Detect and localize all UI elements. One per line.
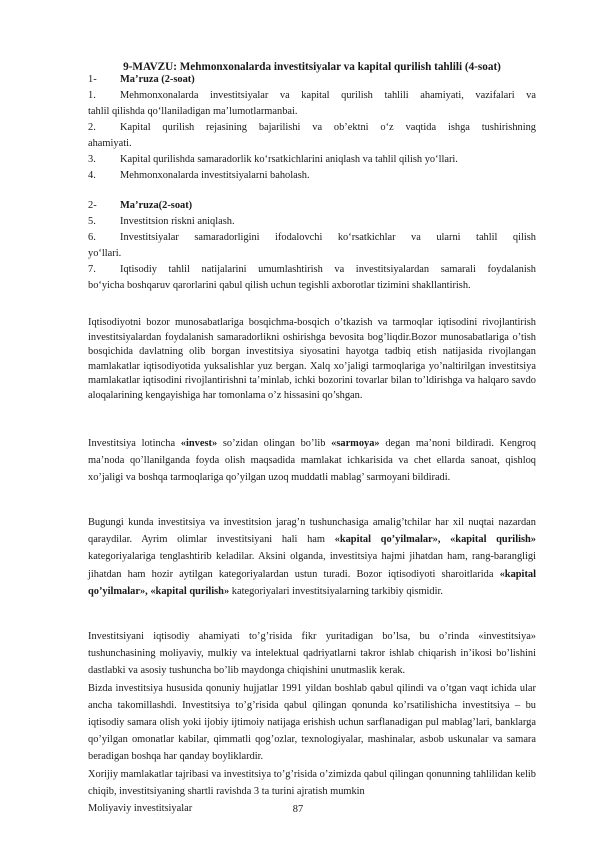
paragraph-text <box>88 435 536 487</box>
list-item <box>88 230 536 262</box>
term-kapital: «kapital qo’yilmalar», «kapital qurilish» <box>334 534 536 546</box>
paragraph-text: Xorijiy mamlakatlar tajribasi va investitsiya to’g’risida o’zimizda qabul qilingan qonunning tahlilidan kelib chiqib, investitsiyaning shartli ravishda 3 ta turini ajratish mumkin <box>88 768 536 797</box>
list-item-number: 5. <box>88 216 96 227</box>
body-paragraph-1 <box>88 316 536 404</box>
list-item <box>88 214 536 230</box>
paragraph-text: Investitsiyani iqtisodiy ahamiyati to’g’risida fikr yuritadigan bo’lsa, bu o’rinda «investitsiya» tushunchasining moliyaviy, mulkiy va intelektual qadriyatlarni takror ishlab chiqarish in’ikosi bo’lishini dastlabki va asosiy tushuncha bo’lib maydonga chiqishini unutmaslik kerak. <box>88 631 536 677</box>
lecture2-heading: Ma’ruza(2-soat) <box>120 200 193 211</box>
list-item <box>88 120 536 152</box>
body-paragraph-4 <box>88 628 536 817</box>
lecture2-number: 2- <box>88 200 97 211</box>
text-run: kategoriyalari investitsiyalarning tarkibiy qismidir. <box>229 585 444 597</box>
list-item <box>88 262 536 294</box>
list-item-number: 1. <box>88 90 96 101</box>
body-paragraph-3 <box>88 514 536 600</box>
lecture1-heading-row <box>88 72 536 88</box>
term-kapital: «kapital qo’yilmalar», «kapital qurilish» <box>88 568 536 597</box>
text-run: Investitsiya lotincha <box>88 438 181 449</box>
list-item-number: 7. <box>88 264 96 275</box>
list-item-continuation: bo‘yicha boshqaruv qarorlarini qabul qilish uchun tegishli axborotlar tizimini shakllantirish. <box>88 280 471 291</box>
list-item <box>88 168 536 184</box>
text-run: degan ma’noni bildiradi. Kengroq ma’noda qo’llanilganda foyda olish maqsadida mamlakat ichkarisida va chet ellarda sanoat, qishloq xo’jaligi va boshqa tarmoqlariga qo’yilgan uzoq muddatli mablag’ sarmoyani bildiradi. <box>88 438 537 484</box>
term-sarmoya: «sarmoya» <box>331 438 380 449</box>
list-item-number: 6. <box>88 232 96 243</box>
paragraph-text: Moliyaviy investitsiyalar <box>88 803 193 815</box>
page-title: 9-MAVZU: Mehmonxonalarda investitsiyalar va kapital qurilish tahlili (4-soat) <box>123 61 501 73</box>
list-item-continuation: yo‘llari. <box>88 248 122 259</box>
page-number: 87 <box>292 804 304 815</box>
text-run: so’zidan olingan bo’lib <box>217 438 332 449</box>
list-item-text: Mehmonxonalarda investitsiyalar va kapital qurilish tahlili ahamiyati, vazifalari va <box>120 90 536 101</box>
list-item <box>88 152 536 168</box>
paragraph-text: Bizda investitsiya hususida qonuniy hujjatlar 1991 yildan boshlab qabul qilindi va o’tgan vaqt ichida ular ancha takomillashdi. Investitsiya to’g’risida qabul qilingan qonunda ko’rsatilishicha investitsiya – bu iqtisodiy samara olish yoki ijobiy ijtimoiy natijaga erishish uchun sarflanadigan pul mablag’lari, banklarga qo’yilgan omonatlar kabilar, qimmatli qog’ozlar, texnologiyalar, mashinalar, asbob uskunalar va samara beradigan boshqa har qanday boyliklardir. <box>88 682 536 763</box>
list-item <box>88 88 536 120</box>
list-item-number: 4. <box>88 170 96 181</box>
lecture2-heading-row <box>88 198 536 214</box>
term-invest: «invest» <box>180 438 218 449</box>
list-item-text: Iqtisodiy tahlil natijalarini umumlashtirish va investitsiyalardan samarali foydalanish <box>120 264 536 275</box>
text-run: Bugungi kunda investitsiya va investitsion jarag’n tushunchasiga amalig’tchilar har xil nuqtai nazardan qaraydilar. Ayrim olimlar investitsiyani hali ham <box>88 517 536 546</box>
lecture1-number: 1- <box>88 74 97 85</box>
list-item-number: 2. <box>88 122 96 133</box>
list-item-number: 3. <box>88 154 96 165</box>
list-item-continuation: ahamiyati. <box>88 138 132 149</box>
list-item-text: Mehmonxonalarda investitsiyalarni baholash. <box>120 170 310 181</box>
text-run: kategoriyalariga tenglashtirib keladilar. Aksini olganda, investitsiya hajmi jihatdan ham, rang-barangligi jihatdan ham hozir aytilgan kategoriyalardan ustun turadi. Bozor iqtisodiyoti sharoitlarida <box>88 551 536 580</box>
paragraph-text <box>88 514 536 600</box>
list-item-text: Investitsion riskni aniqlash. <box>120 216 235 227</box>
body-paragraph-2 <box>88 435 536 487</box>
list-item-continuation: tahlil qilishda qo‘llaniladigan ma’lumotlarmanbai. <box>88 106 298 117</box>
list-item-text: Kapital qurilishda samaradorlik ko‘rsatkichlarini aniqlash va tahlil qilish yo‘llari. <box>120 154 458 165</box>
lecture1-heading: Ma’ruza (2-soat) <box>120 74 195 85</box>
list-item-text: Investitsiyalar samaradorligini ifodalovchi ko‘rsatkichlar va ularni tahlil qilish <box>120 232 536 243</box>
paragraph-text: Iqtisodiyotni bozor munosabatlariga bosqichma-bosqich o’tkazish va tarmoqlar iqtisodini rivojlantirish investitsiyalardan foydalanish samaradorlikni oshirishga bevosita bog’liqdir.Bozor munosabatlariga o’tish bosqichida davlatning olib borgan investitsiya siyosatini hayotga tadbiq etish natijasida rivojlangan mamlakatlar iqtisodiyotida yuksalishlar yuz bergan. Xalq xo’jaligi tarmoqlariga yo’naltirilgan investitsiya mamlakatlar iqtisodini rivojlantirishni ta’minlab, ichki bozorini tovarlar bilan to’ldirishga va halqaro savdo aloqalarining kengayishiga har tomonlama o’z hissasini qo’shgan. <box>88 317 536 401</box>
list-item-text: Kapital qurilish rejasining bajarilishi va ob’ektni o‘z vaqtida ishga tushirishning <box>120 122 536 133</box>
